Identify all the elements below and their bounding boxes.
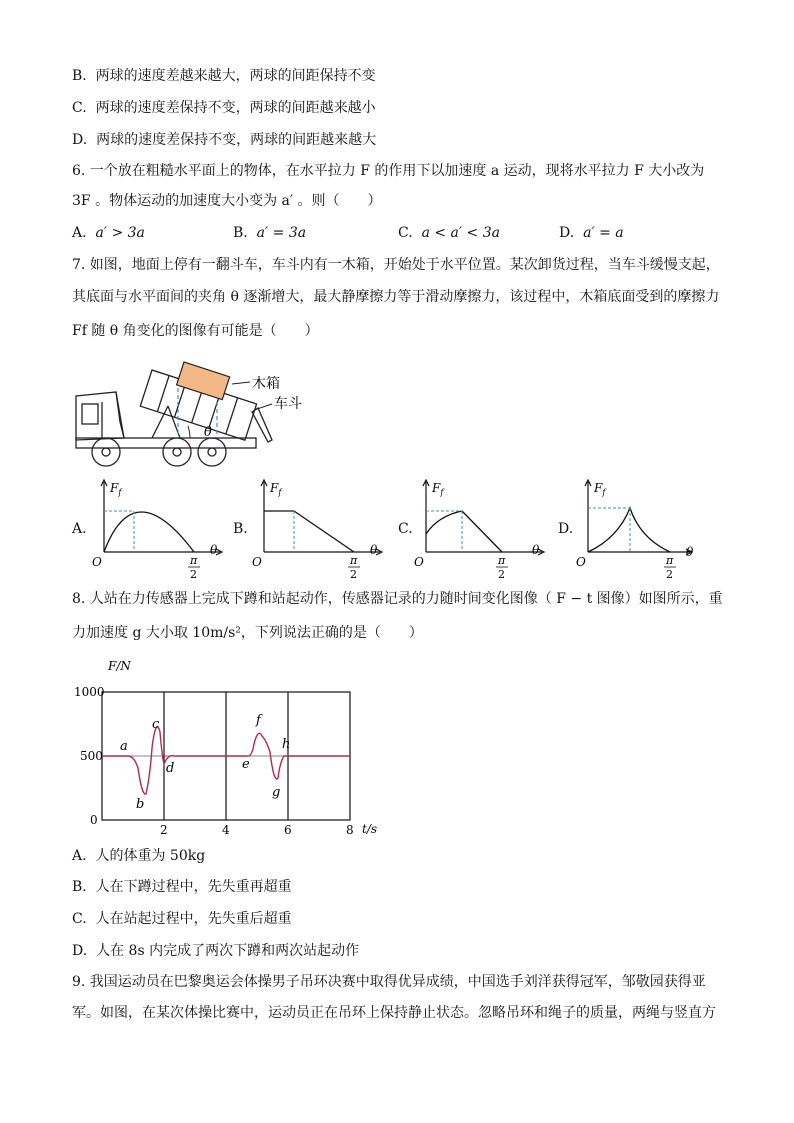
wooden-box <box>177 362 230 400</box>
svg-text:2: 2 <box>190 568 197 581</box>
q8-option-b: B. 人在下蹲过程中，先失重再超重 <box>72 879 292 895</box>
graph-b <box>250 476 390 582</box>
q7-stem-line3: Ff 随 θ 角变化的图像有可能是（ ） <box>72 323 319 339</box>
q8-option-c: C. 人在站起过程中，先失重后超重 <box>72 911 292 927</box>
svg-text:θ: θ <box>532 543 540 557</box>
point-g: g <box>272 785 281 800</box>
svg-text:Ff: $F_f$ <box>594 481 606 497</box>
x-tick-2: 2 <box>160 823 168 837</box>
q8-option-a: A. 人的体重为 50kg <box>72 848 206 864</box>
svg-text:π: π <box>190 554 198 567</box>
q5-option-c: C. 两球的速度差保持不变，两球的间距越来越小 <box>72 100 376 116</box>
svg-text:2: 2 <box>350 568 357 581</box>
svg-text:Ff: $F_f$ <box>110 481 122 497</box>
q7-option-d: D. <box>558 521 574 537</box>
cab-window <box>82 404 98 424</box>
svg-text:O: O <box>576 555 586 569</box>
q7-option-a: A. <box>72 521 87 537</box>
q6-option-d: D. a′ = a <box>559 225 624 241</box>
q5-option-d: D. 两球的速度差保持不变，两球的间距越来越大 <box>72 132 377 148</box>
y-axis-label: F/N <box>108 659 131 673</box>
svg-text:O: O <box>414 555 424 569</box>
x-axis-label: t/s <box>362 822 378 836</box>
point-h: h <box>282 737 291 752</box>
x-tick-6: 6 <box>284 823 292 837</box>
force-time-chart <box>72 656 392 838</box>
q9-stem-line1: 9. 我国运动员在巴黎奥运会体操男子吊环决赛中取得优异成绩，中国选手刘洋获得冠军，邹敬园获得亚 <box>72 974 706 990</box>
svg-text:π: π <box>350 554 358 567</box>
point-c: c <box>152 717 160 732</box>
graph-d <box>574 476 714 582</box>
point-e: e <box>242 757 250 772</box>
front-wheel <box>92 438 120 466</box>
q6-stem-line2: 3F 。物体运动的加速度大小变为 a′ 。则（ ） <box>72 193 382 209</box>
svg-text:θ: θ <box>210 543 218 557</box>
q6-option-b: B. a′ = 3a <box>233 225 307 241</box>
point-f: f <box>256 713 261 728</box>
box-label: 木箱 <box>252 376 280 392</box>
q6-option-a: A. a′ > 3a <box>72 225 145 241</box>
y-tick-500: 500 <box>80 749 103 763</box>
q5-option-b: B. 两球的速度差越来越大，两球的间距保持不变 <box>72 68 376 84</box>
rear-wheel-1 <box>163 438 191 466</box>
x-tick-8: 8 <box>346 823 354 837</box>
point-a: a <box>120 739 128 754</box>
q7-option-b: B. <box>233 521 248 537</box>
svg-text:π: π <box>498 554 506 567</box>
q7-stem-line1: 7. 如图，地面上停有一翻斗车，车斗内有一木箱，开始处于水平位置。某次卸货过程，当车斗缓慢支起， <box>72 257 720 273</box>
svg-text:π: π <box>666 554 674 567</box>
q8-option-d: D. 人在 8s 内完成了两次下蹲和两次站起动作 <box>72 943 360 959</box>
svg-text:O: O <box>92 555 102 569</box>
point-b: b <box>136 797 145 812</box>
y-tick-1000: 1000 <box>74 685 105 699</box>
y-tick-0: 0 <box>90 813 98 827</box>
graph-a <box>90 476 230 582</box>
q7-stem-line2: 其底面与水平面间的夹角 θ 逐渐增大，最大静摩擦力等于滑动摩擦力，该过程中，木箱底面受到的摩擦力 <box>72 289 720 305</box>
svg-text:θ: θ <box>686 545 694 559</box>
svg-text:O: O <box>252 555 262 569</box>
bed-label: 车斗 <box>274 396 302 412</box>
svg-text:θ: θ <box>370 543 378 557</box>
svg-text:2: 2 <box>666 568 673 581</box>
svg-text:2: 2 <box>498 568 505 581</box>
x-tick-4: 4 <box>222 823 230 837</box>
q8-stem-line2: 力加速度 g 大小取 10m/s²，下列说法正确的是（ ） <box>72 625 423 641</box>
q7-option-c: C. <box>398 521 413 537</box>
q8-stem-line1: 8. 人站在力传感器上完成下蹲和站起动作，传感器记录的力随时间变化图像（ F − t 图像）如图所示，重 <box>72 591 723 607</box>
angle-label: θ <box>204 425 212 440</box>
q6-option-c: C. a < a′ < 3a <box>398 225 500 241</box>
rear-wheel-2 <box>198 438 226 466</box>
point-d: d <box>166 761 175 776</box>
q9-stem-line2: 军。如图，在某次体操比赛中，运动员正在吊环上保持静止状态。忽略吊环和绳子的质量，两绳与竖直方 <box>72 1005 716 1021</box>
graph-c <box>412 476 552 582</box>
dump-truck-figure <box>72 352 302 470</box>
q6-stem-line1: 6. 一个放在粗糙水平面上的物体，在水平拉力 F 的作用下以加速度 a 运动，现将水平拉力 F 大小改为 <box>72 163 705 179</box>
svg-text:Ff: $F_f$ <box>270 481 282 497</box>
svg-text:Ff: $F_f$ <box>432 481 444 497</box>
